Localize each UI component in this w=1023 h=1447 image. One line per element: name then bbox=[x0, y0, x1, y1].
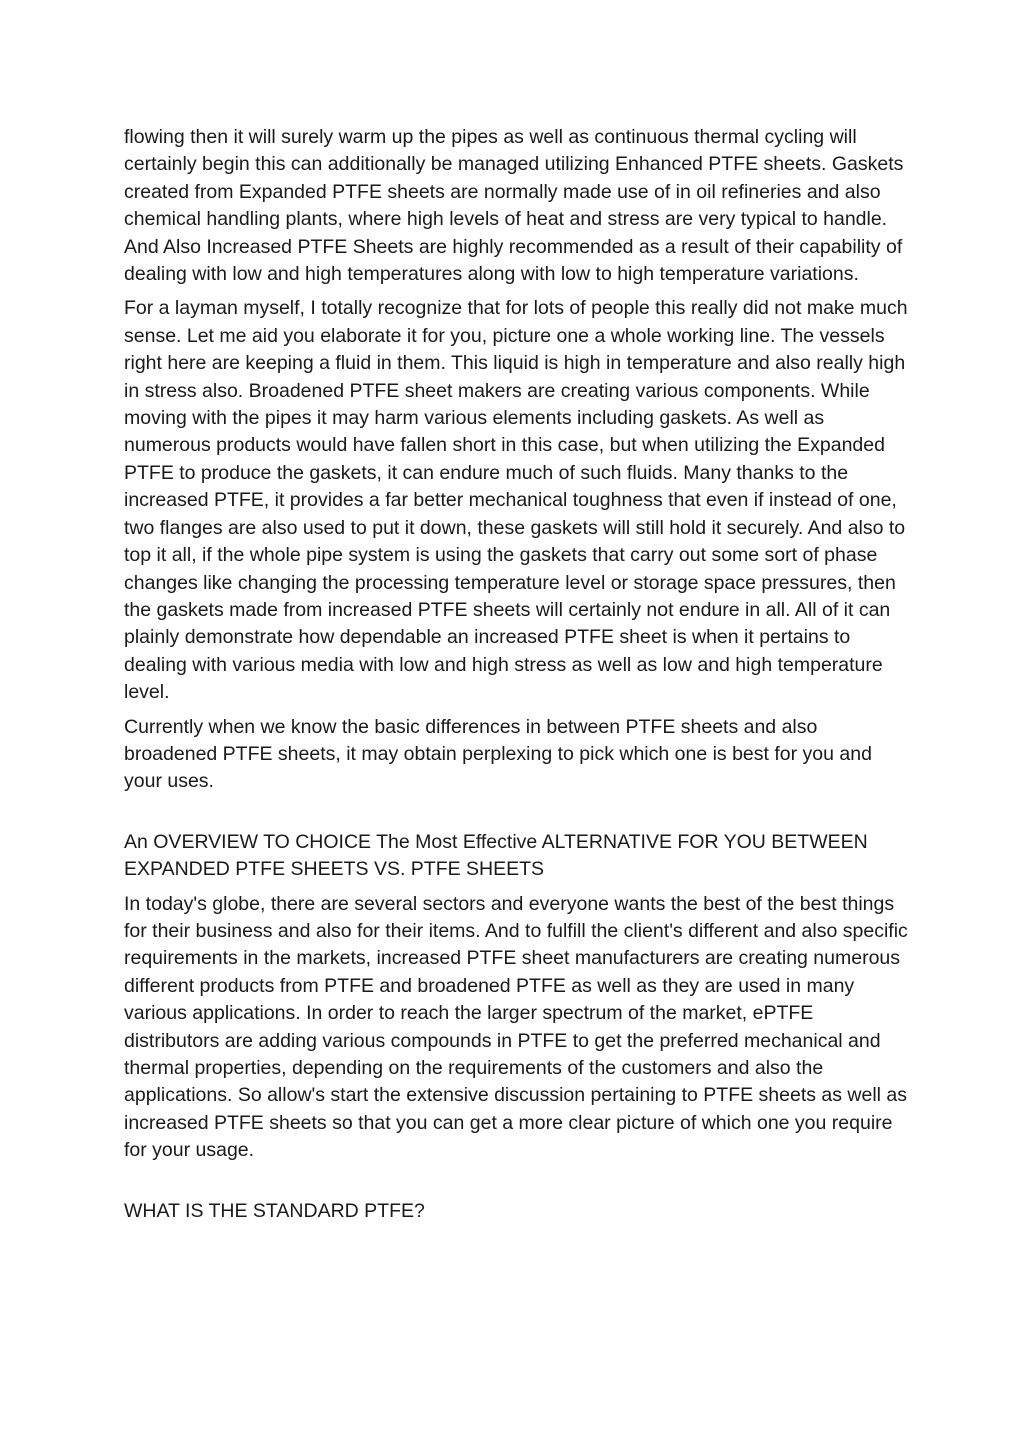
paragraph-thermal-cycling: flowing then it will surely warm up the pipes as well as continuous thermal cycling will certainly begin this can additionally be managed utilizing Enhanced PTFE sheets. Gaskets created from Expanded PTFE sheets are normally made use of in oil refineries and also chemical handling plants, where high levels of heat and stress are very typical to handle. And Also Increased PTFE Sheets are highly recommended as a result of their capability of dealing with low and high temperatures along with low to high temperature variations. bbox=[124, 126, 904, 286]
section-heading-standard-ptfe: WHAT IS THE STANDARD PTFE? bbox=[124, 1199, 425, 1222]
paragraph-layman-explanation: For a layman myself, I totally recognize that for lots of people this really did not make much sense. Let me aid you elaborate it for you, picture one a whole working line. The vessels right here are keeping a fluid in them. This liquid is high in temperature and also really high in stress also. Broadened PTFE sheet makers are creating various components. While moving with the pipes it may harm various elements including gaskets. As well as numerous products would have fallen short in this case, but when utilizing the Expanded PTFE to produce the gaskets, it can endure much of such fluids. Many thanks to the increased PTFE, it provides a far better mechanical toughness that even if instead of one, two flanges are also used to put it down, these gaskets will still hold it securely. And also to top it all, if the whole pipe system is using the gaskets that carry out some sort of phase changes like changing the processing temperature level or storage space pressures, then the gaskets made from increased PTFE sheets will certainly not endure in all. All of it can plainly demonstrate how dependable an increased PTFE sheet is when it pertains to dealing with various media with low and high stress as well as low and high temperature level. bbox=[124, 297, 908, 704]
section-spacer bbox=[124, 1172, 914, 1198]
paragraph-todays-globe: In today's globe, there are several sectors and everyone wants the best of the best things for their business and also for their items. And to fulfill the client's different and also specific requirements in the markets, increased PTFE sheet manufacturers are creating numerous different products from PTFE and broadened PTFE as well as they are used in many various applications. In order to reach the larger spectrum of the market, ePTFE distributors are adding various compounds in PTFE to get the preferred mechanical and thermal properties, depending on the requirements of the customers and also the applications. So allow's start the extensive discussion pertaining to PTFE sheets as well as increased PTFE sheets so that you can get a more clear picture of which one you require for your usage. bbox=[124, 892, 908, 1162]
section-spacer bbox=[124, 803, 914, 829]
paragraph-basic-differences: Currently when we know the basic differences in between PTFE sheets and also broadened PTFE sheets, it may obtain perplexing to pick which one is best for you and your uses. bbox=[124, 715, 872, 793]
document-page bbox=[124, 124, 914, 1232]
section-heading-overview: An OVERVIEW TO CHOICE The Most Effective ALTERNATIVE FOR YOU BETWEEN EXPANDED PTFE SHEETS VS. PTFE SHEETS bbox=[124, 830, 868, 881]
